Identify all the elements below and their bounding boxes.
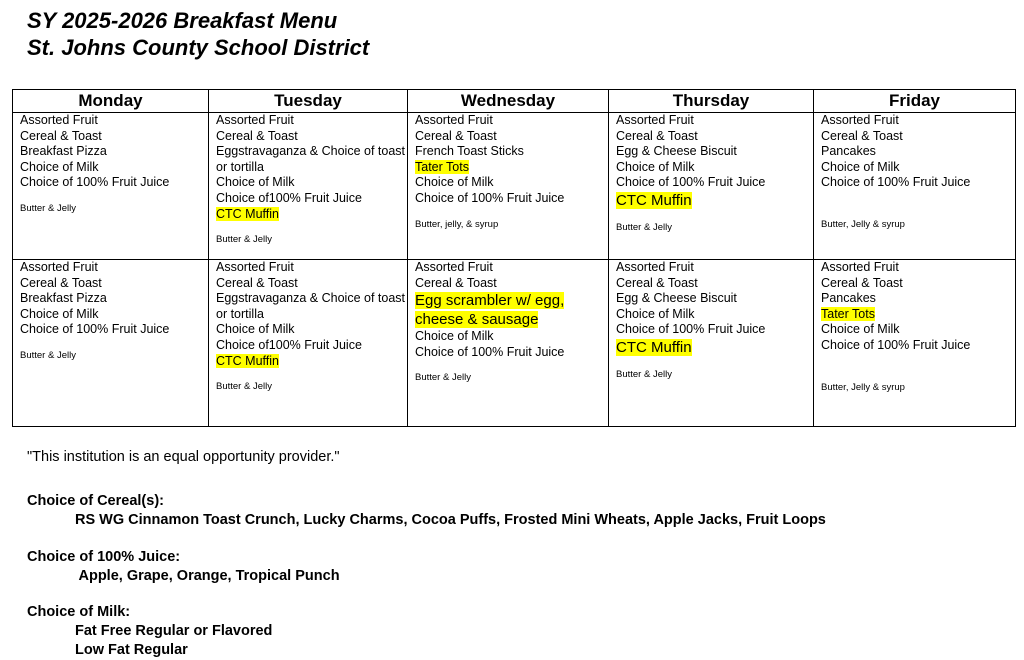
menu-item: Choice of 100% Fruit Juice xyxy=(20,322,170,337)
cereal-list: RS WG Cinnamon Toast Crunch, Lucky Charms, Cocoa Puffs, Frosted Mini Wheats, Apple Jacks, Fruit Loops xyxy=(75,512,826,528)
menu-item-highlighted: Egg scrambler w/ egg, cheese & sausage xyxy=(415,292,565,329)
menu-item: Choice of Milk xyxy=(415,175,494,190)
menu-item-highlighted: Tater Tots xyxy=(821,306,875,321)
menu-item: Choice of 100% Fruit Juice xyxy=(616,175,766,190)
menu-item: Breakfast Pizza xyxy=(20,291,107,306)
day-header-tuesday: Tuesday xyxy=(209,90,408,113)
menu-cell-w1-thursday xyxy=(609,113,814,260)
milk-option: Fat Free Regular or Flavored xyxy=(75,623,273,639)
day-header-monday: Monday xyxy=(13,90,209,113)
menu-cell-w1-monday xyxy=(13,113,209,260)
menu-cell-w2-friday xyxy=(814,260,1016,427)
menu-item: Choice of Milk xyxy=(216,322,295,337)
menu-item: Choice of 100% Fruit Juice xyxy=(821,175,971,190)
milk-section xyxy=(27,603,272,660)
milk-option: Low Fat Regular xyxy=(75,642,188,658)
menu-cell-w2-thursday xyxy=(609,260,814,427)
menu-item: Cereal & Toast xyxy=(415,275,497,290)
menu-item: Eggstravaganza & Choice of toast or tortilla xyxy=(216,144,406,174)
menu-cell-w1-friday xyxy=(814,113,1016,260)
condiment-note: Butter & Jelly xyxy=(20,202,76,214)
menu-item: Choice of Milk xyxy=(216,175,295,190)
condiment-note: Butter, Jelly & syrup xyxy=(821,218,905,230)
juice-heading: Choice of 100% Juice: xyxy=(27,549,181,565)
menu-table xyxy=(12,89,1016,427)
menu-item: Choice of 100% Fruit Juice xyxy=(616,322,766,337)
page-title-line2: St. Johns County School District xyxy=(27,35,370,60)
menu-item: Assorted Fruit xyxy=(216,113,294,127)
menu-item: Choice of Milk xyxy=(415,329,494,344)
menu-item: Assorted Fruit xyxy=(216,260,294,274)
milk-heading: Choice of Milk: xyxy=(27,604,131,620)
menu-item: Cereal & Toast xyxy=(821,275,903,290)
menu-item: Choice of 100% Fruit Juice xyxy=(415,344,565,359)
menu-item-highlighted: CTC Muffin xyxy=(616,338,692,356)
menu-item: Assorted Fruit xyxy=(20,113,98,127)
menu-item-highlighted: Tater Tots xyxy=(415,159,469,174)
equal-opportunity-statement: "This institution is an equal opportunity provider." xyxy=(27,449,340,465)
day-header-wednesday: Wednesday xyxy=(408,90,609,113)
cereal-heading: Choice of Cereal(s): xyxy=(27,493,164,509)
condiment-note: Butter & Jelly xyxy=(415,372,471,384)
menu-item: Assorted Fruit xyxy=(415,113,493,127)
menu-cell-w2-wednesday xyxy=(408,260,609,427)
menu-item-highlighted: CTC Muffin xyxy=(616,191,692,209)
menu-item: Cereal & Toast xyxy=(216,128,298,143)
menu-item: Cereal & Toast xyxy=(20,128,102,143)
menu-item-highlighted: CTC Muffin xyxy=(216,353,279,368)
day-header-thursday: Thursday xyxy=(609,90,814,113)
menu-cell-w2-monday xyxy=(13,260,209,427)
condiment-note: Butter, jelly, & syrup xyxy=(415,218,499,230)
juice-section xyxy=(27,548,340,586)
menu-item: Cereal & Toast xyxy=(20,275,102,290)
menu-item: Assorted Fruit xyxy=(415,260,493,274)
menu-item: French Toast Sticks xyxy=(415,144,524,159)
condiment-note: Butter, Jelly & syrup xyxy=(821,381,905,393)
day-header-friday: Friday xyxy=(814,90,1016,113)
menu-item: Cereal & Toast xyxy=(821,128,903,143)
menu-item: Cereal & Toast xyxy=(415,128,497,143)
condiment-note: Butter & Jelly xyxy=(216,381,272,393)
juice-list: Apple, Grape, Orange, Tropical Punch xyxy=(75,568,340,584)
menu-item: Assorted Fruit xyxy=(616,113,694,127)
menu-item: Choice of 100% Fruit Juice xyxy=(821,337,971,352)
menu-item: Cereal & Toast xyxy=(616,275,698,290)
menu-item: Eggstravaganza & Choice of toast or tortilla xyxy=(216,291,406,321)
menu-cell-w1-wednesday xyxy=(408,113,609,260)
menu-item: Choice of100% Fruit Juice xyxy=(216,337,362,352)
menu-item: Choice of Milk xyxy=(821,322,900,337)
menu-item: Choice of 100% Fruit Juice xyxy=(20,175,170,190)
menu-item-highlighted: CTC Muffin xyxy=(216,206,279,221)
menu-item: Assorted Fruit xyxy=(616,260,694,274)
menu-item: Choice of Milk xyxy=(616,159,695,174)
menu-item: Assorted Fruit xyxy=(821,260,899,274)
menu-item: Choice of Milk xyxy=(616,306,695,321)
menu-item: Egg & Cheese Biscuit xyxy=(616,291,737,306)
menu-item: Cereal & Toast xyxy=(216,275,298,290)
menu-item: Choice of Milk xyxy=(20,159,99,174)
menu-item: Pancakes xyxy=(821,291,876,306)
menu-item: Assorted Fruit xyxy=(20,260,98,274)
menu-item: Choice of Milk xyxy=(821,159,900,174)
condiment-note: Butter & Jelly xyxy=(216,234,272,246)
menu-item: Choice of 100% Fruit Juice xyxy=(415,190,565,205)
menu-item: Egg & Cheese Biscuit xyxy=(616,144,737,159)
page-title-line1: SY 2025-2026 Breakfast Menu xyxy=(27,8,338,33)
condiment-note: Butter & Jelly xyxy=(616,221,672,233)
menu-item: Choice of100% Fruit Juice xyxy=(216,190,362,205)
menu-item: Breakfast Pizza xyxy=(20,144,107,159)
condiment-note: Butter & Jelly xyxy=(20,349,76,361)
cereal-section xyxy=(27,492,826,530)
menu-item: Assorted Fruit xyxy=(821,113,899,127)
condiment-note: Butter & Jelly xyxy=(616,368,672,380)
menu-item: Choice of Milk xyxy=(20,306,99,321)
menu-cell-w2-tuesday xyxy=(209,260,408,427)
week-1-row xyxy=(13,113,1016,260)
menu-cell-w1-tuesday xyxy=(209,113,408,260)
menu-item: Cereal & Toast xyxy=(616,128,698,143)
menu-item: Pancakes xyxy=(821,144,876,159)
week-2-row xyxy=(13,260,1016,427)
day-header-row xyxy=(13,90,1016,113)
